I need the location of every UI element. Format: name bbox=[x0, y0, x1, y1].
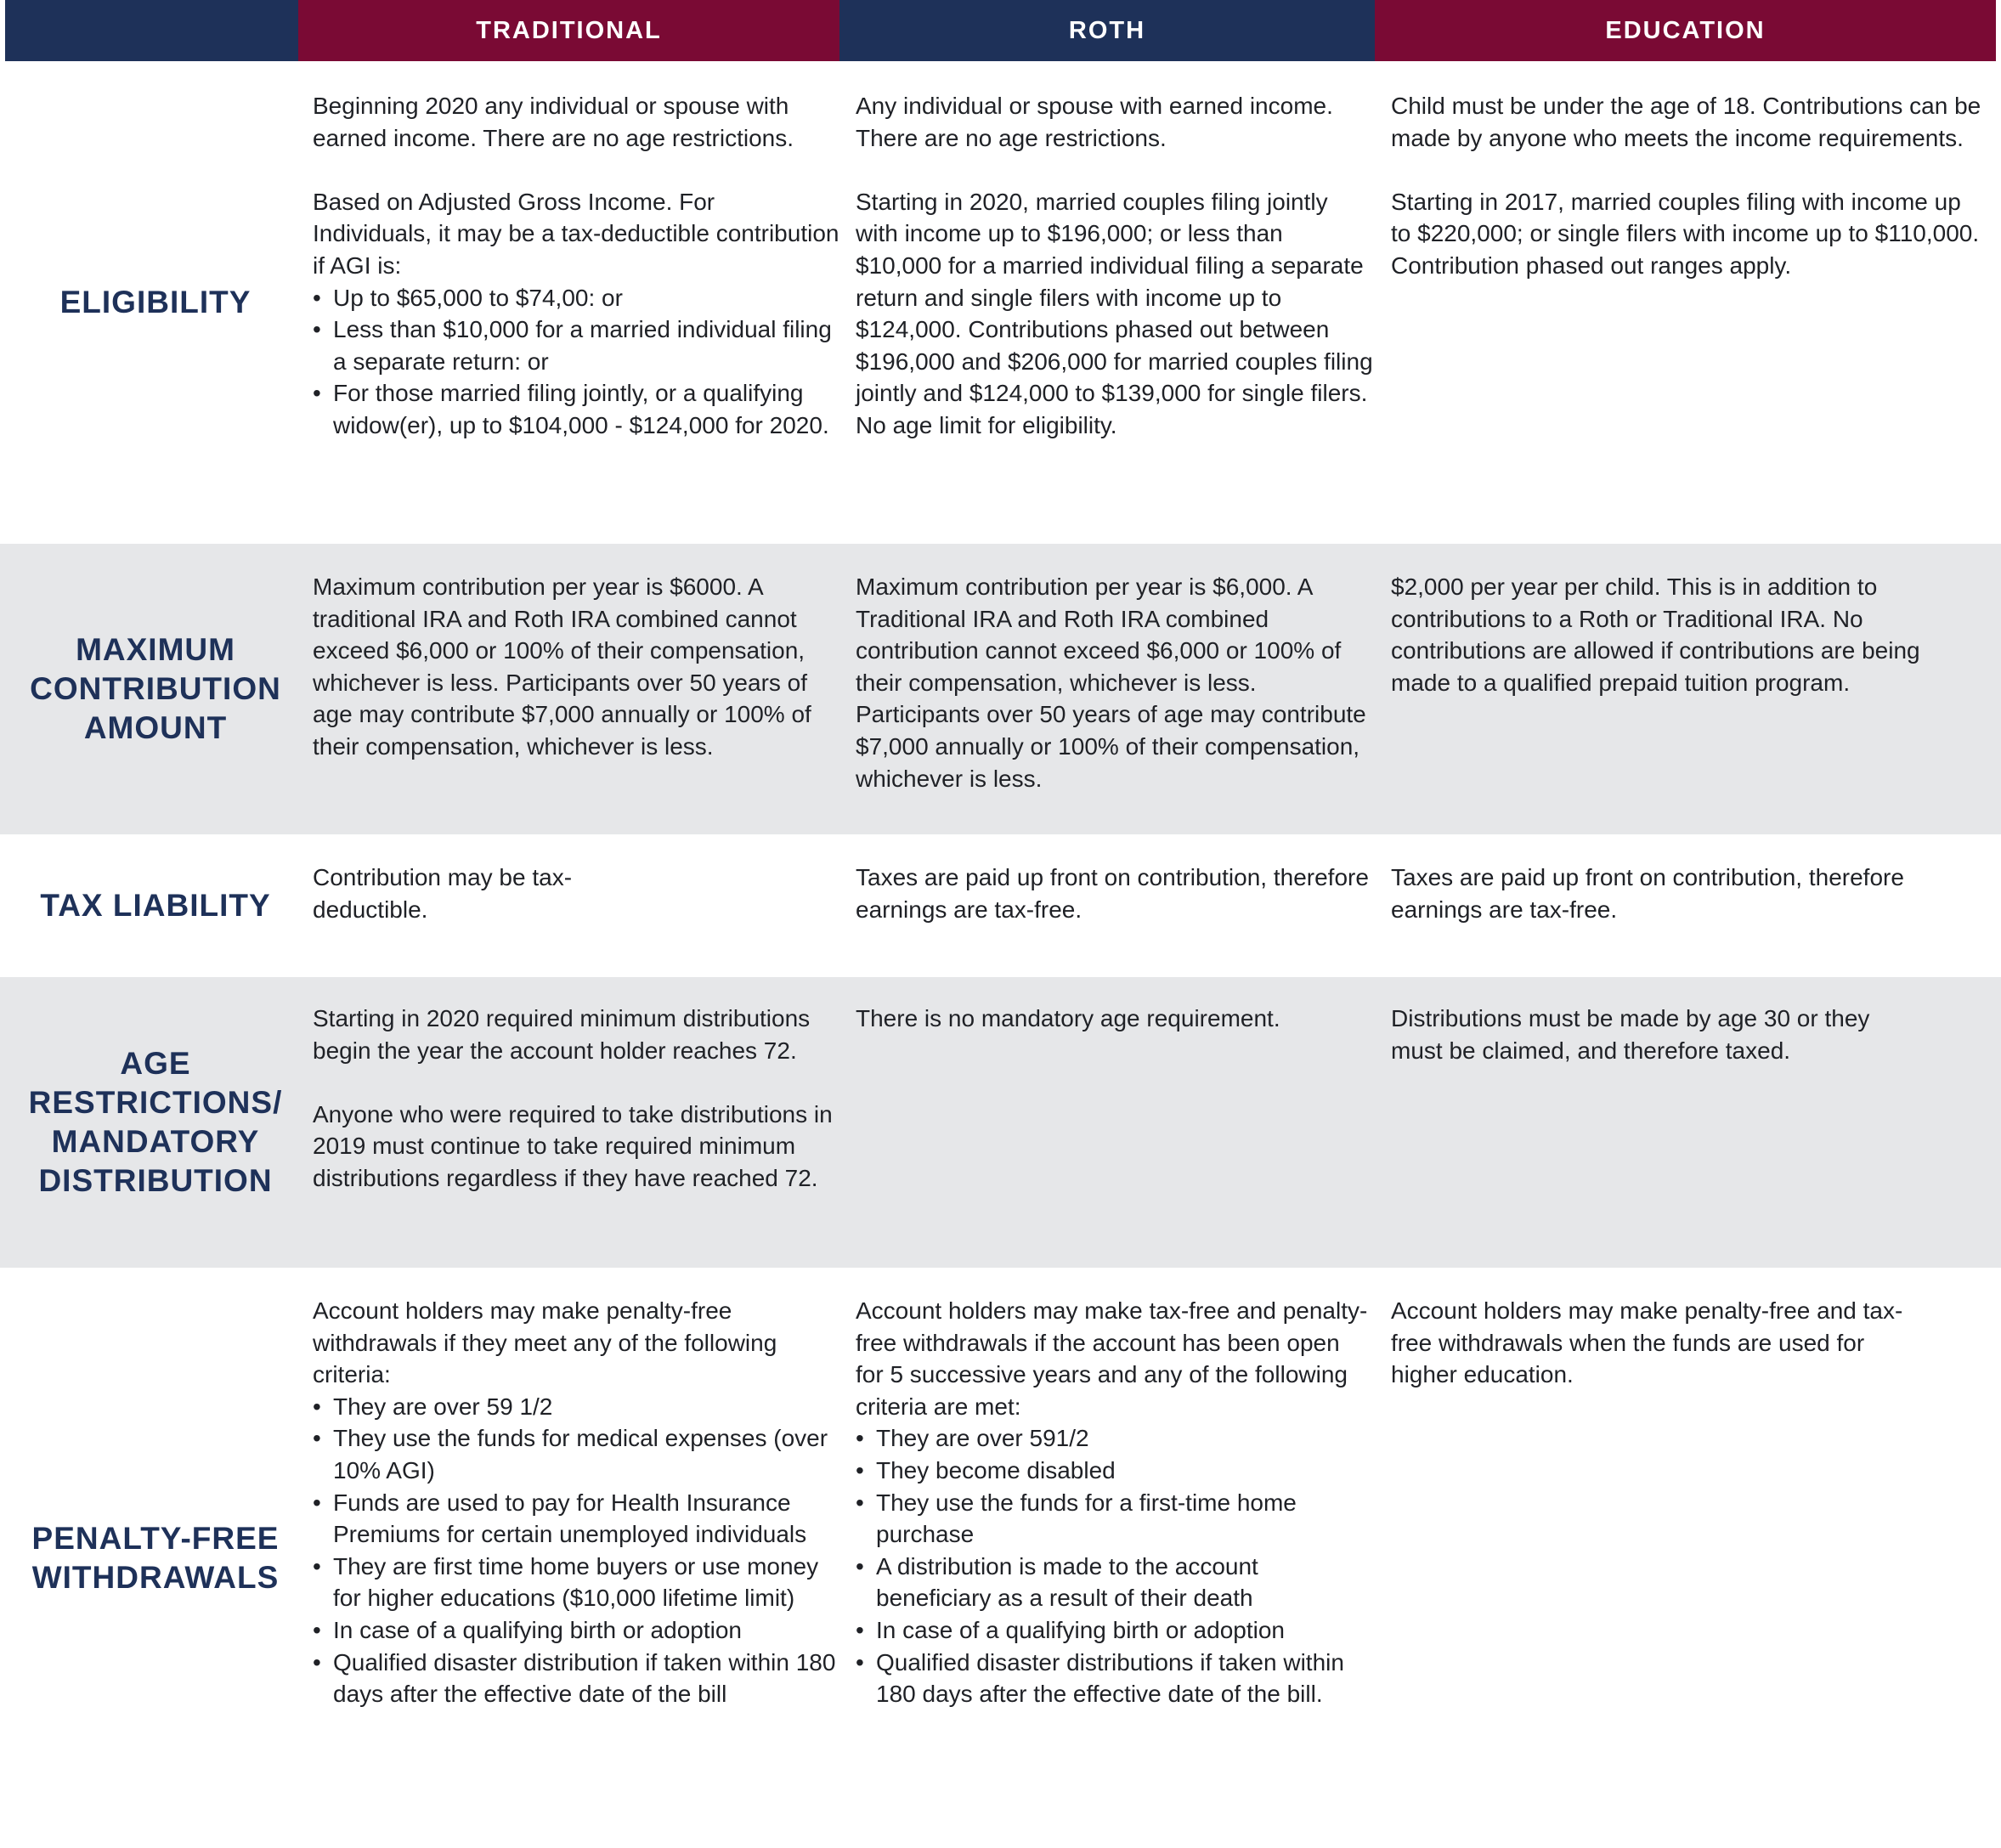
list-item: • They use the funds for medical expenses (over 10% AGI) bbox=[313, 1422, 839, 1486]
cell-maximum-roth bbox=[856, 571, 1374, 794]
cell-text: Starting in 2017, married couples filing with income up to $220,000; or single filers with income up to $110,000. Contribution phased out ranges apply. bbox=[1391, 188, 1980, 279]
bullet-list bbox=[313, 1391, 839, 1710]
list-item: • They use the funds for a first-time home purchase bbox=[856, 1487, 1374, 1551]
cell-text: Based on Adjusted Gross Income. For Individuals, it may be a tax-deductible contribution if AGI is: bbox=[313, 188, 839, 279]
list-item: • They are over 591/2 bbox=[856, 1422, 1374, 1455]
list-item: • For those married filing jointly, or a qualifying widow(er), up to $104,000 - $124,000 for 2020. bbox=[313, 377, 839, 441]
cell-eligibility-education bbox=[1391, 90, 1986, 282]
cell-withdrawals-education bbox=[1391, 1295, 1918, 1391]
row-label-tax-liability bbox=[5, 834, 306, 977]
cell-text: Starting in 2020, married couples filing jointly with income up to $196,000; or less than $10,000 for a married individual filing a separate return and single filers with income up to $124,000. Contributions phased out between $196,000 and $206,000 for married couples filing jointly and $124,000 to $139,000 for single filers. No age limit for eligibility. bbox=[856, 188, 1373, 438]
cell-text: Any individual or spouse with earned income. There are no age restrictions. bbox=[856, 93, 1333, 151]
row-label-line: MAXIMUM bbox=[76, 632, 235, 667]
cell-maximum-traditional bbox=[313, 571, 839, 763]
list-item: • Funds are used to pay for Health Insurance Premiums for certain unemployed individuals bbox=[313, 1487, 839, 1551]
header-corner bbox=[5, 0, 298, 61]
list-item: • Qualified disaster distribution if taken within 180 days after the effective date of the bill bbox=[313, 1647, 839, 1710]
cell-text: Distributions must be made by age 30 or they must be claimed, and therefore taxed. bbox=[1391, 1005, 1870, 1064]
cell-text: Anyone who were required to take distributions in 2019 must continue to take required minimum distributions regardless if they have reached 72. bbox=[313, 1100, 833, 1191]
row-tax-liability bbox=[0, 834, 2001, 977]
cell-tax-traditional bbox=[313, 862, 602, 925]
cell-text: Taxes are paid up front on contribution, therefore earnings are tax-free. bbox=[1391, 864, 1904, 923]
row-label-line: RESTRICTIONS/ bbox=[28, 1085, 283, 1120]
row-label-age-restrictions bbox=[5, 977, 306, 1268]
cell-age-education bbox=[1391, 1003, 1918, 1066]
header-roth: ROTH bbox=[839, 0, 1375, 61]
bullet-list bbox=[856, 1422, 1374, 1710]
row-eligibility bbox=[0, 61, 2001, 544]
cell-eligibility-roth bbox=[856, 90, 1374, 442]
list-item: • In case of a qualifying birth or adoption bbox=[856, 1614, 1374, 1647]
row-label-penalty-free-withdrawals bbox=[5, 1268, 306, 1848]
row-label-line: WITHDRAWALS bbox=[31, 1559, 280, 1595]
cell-text: $2,000 per year per child. This is in addition to contributions to a Roth or Traditional IRA. No contributions are allowed if contributions are being made to a qualified prepaid tuition program. bbox=[1391, 574, 1920, 696]
list-item: • They are first time home buyers or use money for higher educations ($10,000 lifetime limit) bbox=[313, 1551, 839, 1614]
cell-text: Maximum contribution per year is $6,000. A Traditional IRA and Roth IRA combined contribution cannot exceed $6,000 or 100% of their compensation, whichever is less. Participants over 50 years of age may contribute $7,000 annually or 100% of their compensation, whichever is less. bbox=[856, 574, 1366, 792]
list-item: • In case of a qualifying birth or adoption bbox=[313, 1614, 839, 1647]
list-item: • A distribution is made to the account beneficiary as a result of their death bbox=[856, 1551, 1374, 1614]
cell-text: Taxes are paid up front on contribution, therefore earnings are tax-free. bbox=[856, 864, 1369, 923]
list-item: • Qualified disaster distributions if taken within 180 days after the effective date of the bill. bbox=[856, 1647, 1374, 1710]
cell-age-traditional bbox=[313, 1003, 839, 1195]
cell-text: Account holders may make tax-free and penalty-free withdrawals if the account has been open for 5 successive years and any of the following criteria are met: bbox=[856, 1297, 1368, 1420]
cell-withdrawals-roth bbox=[856, 1295, 1374, 1710]
cell-text: Child must be under the age of 18. Contributions can be made by anyone who meets the income requirements. bbox=[1391, 93, 1981, 151]
row-penalty-free-withdrawals bbox=[0, 1268, 2001, 1848]
list-item: • Less than $10,000 for a married individual filing a separate return: or bbox=[313, 314, 839, 377]
list-item: • Up to $65,000 to $74,00: or bbox=[313, 282, 839, 314]
row-label-eligibility bbox=[5, 61, 306, 544]
row-label-line: CONTRIBUTION bbox=[30, 671, 281, 706]
row-age-restrictions bbox=[0, 977, 2001, 1268]
row-label-line: PENALTY-FREE bbox=[31, 1520, 280, 1556]
header-traditional: TRADITIONAL bbox=[298, 0, 839, 61]
row-label-line: AGE bbox=[120, 1046, 191, 1081]
row-label-line: TAX LIABILITY bbox=[40, 888, 271, 923]
row-label-maximum-contribution bbox=[5, 544, 306, 834]
row-label-line: MANDATORY bbox=[51, 1124, 260, 1159]
cell-withdrawals-traditional bbox=[313, 1295, 839, 1710]
cell-maximum-education bbox=[1391, 571, 1986, 698]
header-education: EDUCATION bbox=[1375, 0, 1996, 61]
cell-text: There is no mandatory age requirement. bbox=[856, 1005, 1280, 1031]
list-item: • They become disabled bbox=[856, 1455, 1374, 1487]
cell-text: Maximum contribution per year is $6000. A traditional IRA and Roth IRA combined cannot exceed $6,000 or 100% of their compensation, whichever is less. Participants over 50 years of age may contribute $7,000 annually or 100% of their compensation, whichever is less. bbox=[313, 574, 811, 760]
row-maximum-contribution bbox=[0, 544, 2001, 834]
row-label-line: AMOUNT bbox=[83, 710, 228, 745]
cell-text: Beginning 2020 any individual or spouse with earned income. There are no age restrictions. bbox=[313, 93, 794, 151]
cell-tax-roth bbox=[856, 862, 1374, 925]
cell-text: Account holders may make penalty-free and tax-free withdrawals when the funds are used for higher education. bbox=[1391, 1297, 1903, 1388]
cell-eligibility-traditional bbox=[313, 90, 839, 442]
cell-tax-education bbox=[1391, 862, 1935, 925]
cell-text: Contribution may be tax-deductible. bbox=[313, 864, 573, 923]
row-label-line: DISTRIBUTION bbox=[38, 1163, 273, 1198]
bullet-list bbox=[313, 282, 839, 442]
cell-text: Starting in 2020 required minimum distributions begin the year the account holder reaches 72. bbox=[313, 1005, 811, 1064]
cell-text: Account holders may make penalty-free withdrawals if they meet any of the following criteria: bbox=[313, 1297, 777, 1388]
list-item: • They are over 59 1/2 bbox=[313, 1391, 839, 1423]
row-label-line: ELIGIBILITY bbox=[59, 285, 252, 319]
cell-age-roth bbox=[856, 1003, 1374, 1035]
